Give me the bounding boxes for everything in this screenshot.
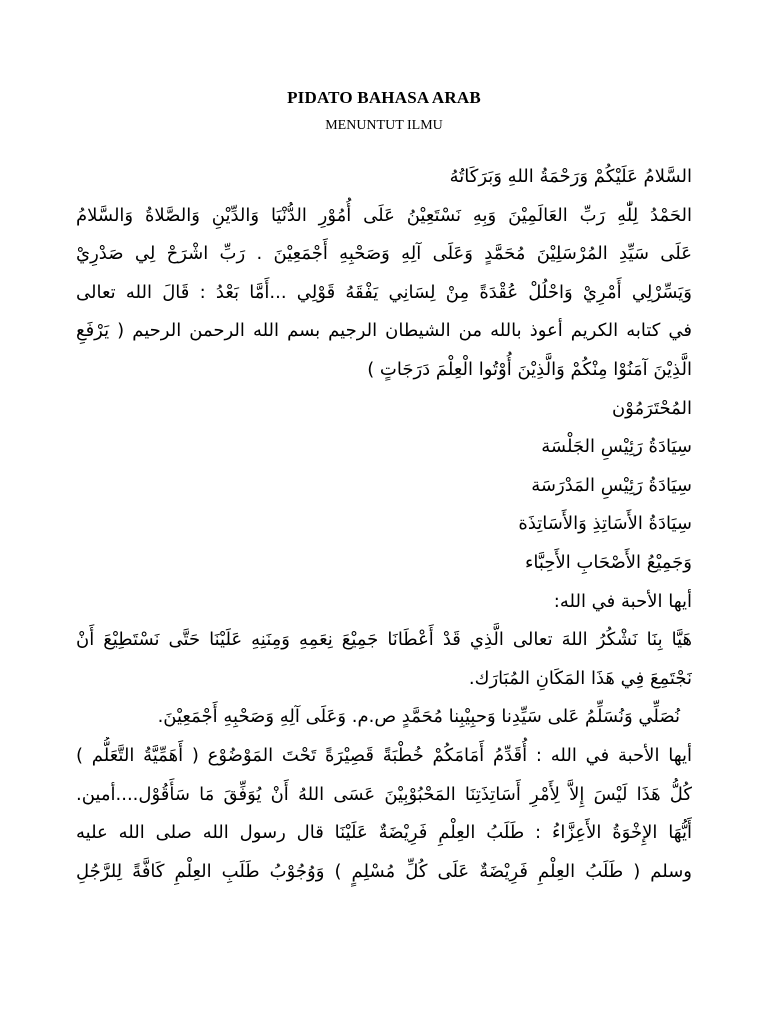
text-line: كُلُّ هَذَا لَيْسَ إِلاَّ لِأَمْرِ أَسَاتِذَتِنَا المَحْبُوْبِيْنَ عَسَى اللهُ أَنْ يُوَفِّقَ مَا سَأَقُوْل....أمين. bbox=[76, 783, 692, 805]
text-line: أيها الأحبة في الله : أُقَدِّمُ أَمَامَكُمْ خُطْبَةً قَصِيْرَةً تَحْتَ المَوْضُوْع ( أَهَمِّيَّةُ التَّعَلُّم ) bbox=[76, 744, 692, 766]
text-line: هَيَّا بِنَا نَشْكُرُ اللهَ تعالى الَّذِي قَدْ أَعْطَانَا جَمِيْعَ نِعَمِهِ وَمِنَنِهِ عَلَيْنَا حَتَّى نَسْتَطِيْعَ أَنْ bbox=[76, 629, 692, 651]
text-line: وَيَسِّرْلِي أَمْرِيْ وَاحْلُلْ عُقْدَةً مِنْ لِسَانِي يَفْقَهُ قَوْلِي ...أَمَّا بَعْدُ : قَالَ الله تعالى bbox=[76, 281, 692, 303]
text-line: الَّذِيْنَ آمَنُوْا مِنْكُمْ وَالَّذِيْنَ أُوْتُوا الْعِلْمَ دَرَجَاتٍ ) bbox=[367, 358, 692, 380]
text-line: أَيُّهَا الإِخْوَةُ الأَعِزَّاءُ : طَلَبُ العِلْمِ فَرِيْضَةٌ عَلَيْنَا قال رسول الله صلى الله عليه bbox=[76, 822, 692, 844]
text-line: وَجَمِيْعُ الأَصْحَابِ الأَحِبَّاء bbox=[524, 551, 692, 573]
text-line: الحَمْدُ لِلّٰهِ رَبِّ العَالَمِيْنَ وَبِهِ نَسْتَعِيْنُ عَلَى أُمُوْرِ الدُّنْيَا وَالدِّيْنِ وَالصَّلاةُ وَالسَّلامُ bbox=[76, 204, 692, 226]
speech-body bbox=[76, 158, 692, 891]
text-line: في كتابه الكريم أعوذ بالله من الشيطان الرجيم بسم الله الرحمن الرحيم ( يَرْفَعِ bbox=[76, 320, 692, 342]
text-line: وسلم ( طَلَبُ العِلْمِ فَرِيْضَةٌ عَلَى كُلِّ مُسْلِمٍ ) وَوُجُوْبُ طَلَبِ العِلْمِ كَافَّةً لِلرَّجُلِ bbox=[76, 860, 692, 882]
text-line: سِيَادَةُ رَئِيْسِ الجَلْسَة bbox=[541, 436, 692, 458]
text-line: المُحْتَرَمُوْن bbox=[611, 397, 692, 419]
text-line: نَجْتَمِعَ فِي هَذَا المَكَانِ المُبَارَك. bbox=[468, 667, 692, 689]
document-title: PIDATO BAHASA ARAB bbox=[287, 88, 481, 107]
text-line: سِيَادَةُ رَئِيْسِ المَدْرَسَة bbox=[531, 474, 692, 496]
text-line: نُصَلِّي وَنُسَلِّمُ عَلى سَيِّدِنا وَحبِيْبِنا مُحَمَّدٍ ص.م. وَعَلَى آلِهِ وَصَحْبِهِ أَجْمَعِيْنَ. bbox=[157, 706, 680, 728]
text-line: السَّلامُ عَلَيْكُمْ وَرَحْمَةُ اللهِ وَبَرَكَاتُهُ bbox=[449, 166, 692, 187]
text-line: عَلَى سَيِّدِ المُرْسَلِيْنَ مُحَمَّدٍ وَعَلَى آلِهِ وَصَحْبِهِ أَجْمَعِيْنَ . رَبِّ اشْرَحْ لِي صَدْرِيْ bbox=[76, 243, 692, 265]
text-line: أيها الأحبة في الله: bbox=[553, 590, 692, 612]
document-subtitle: MENUNTUT ILMU bbox=[325, 118, 443, 133]
text-line: سِيَادَةُ الأَسَاتِذِ وَالأَسَاتِذَة bbox=[518, 513, 692, 535]
